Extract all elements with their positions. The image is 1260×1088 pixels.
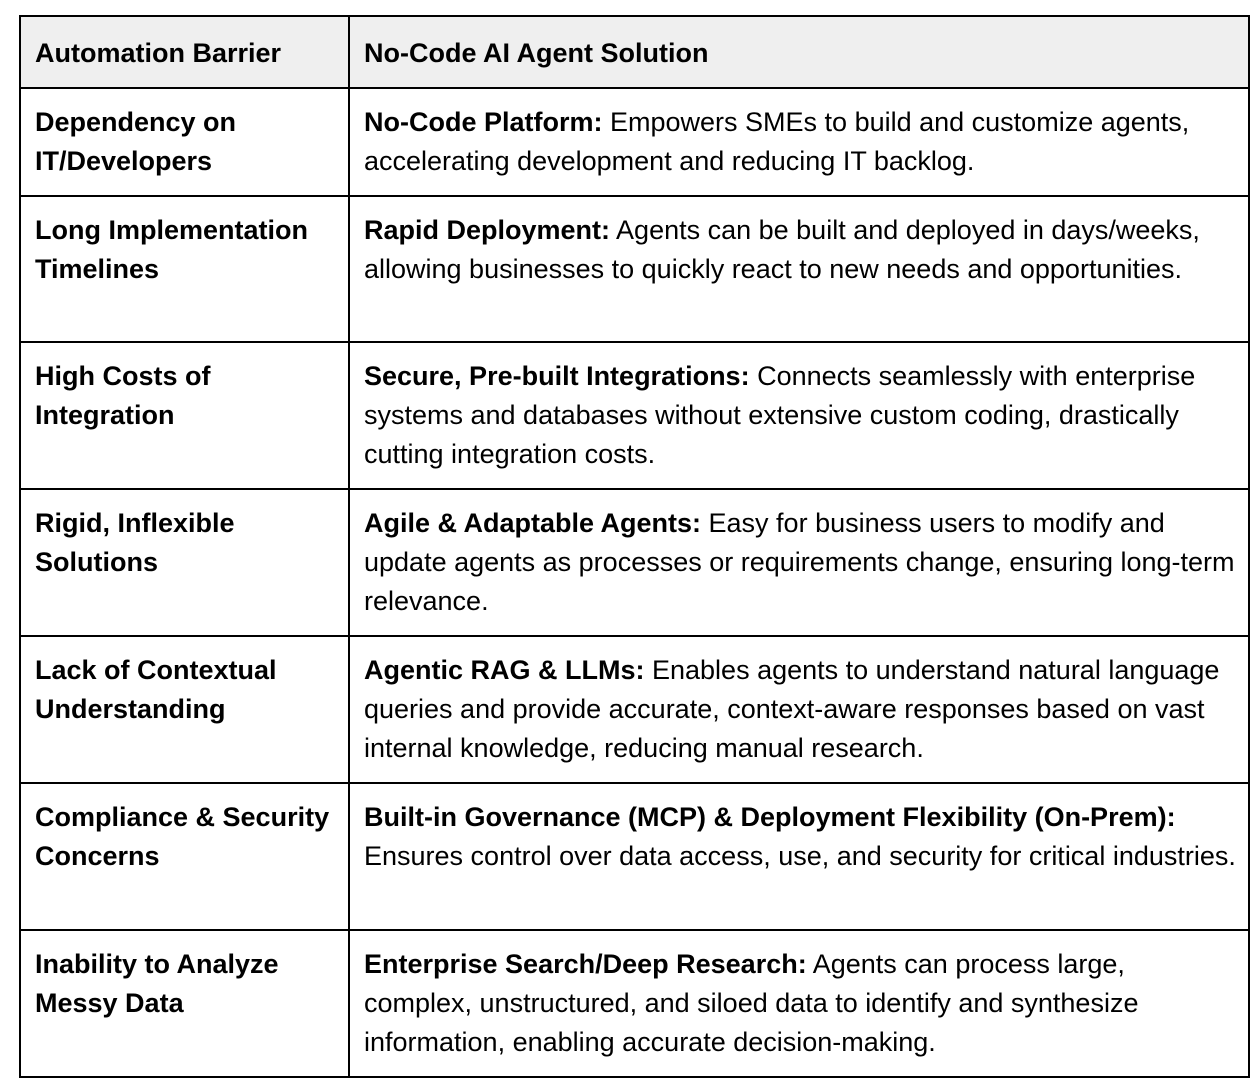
table-row [20, 783, 1249, 930]
solution-cell [349, 342, 1249, 489]
barrier-solution-table [19, 15, 1250, 1078]
barrier-cell: High Costs of Integration [20, 342, 349, 489]
solution-cell [349, 196, 1249, 342]
solution-text: Connects seamlessly with enterprise systems and databases without extensive custom coding, drastically cutting integration costs. [364, 361, 1196, 469]
table-row [20, 489, 1249, 636]
table-row [20, 342, 1249, 489]
solution-title: Agentic RAG & LLMs: [364, 655, 645, 685]
solution-title: Secure, Pre-built Integrations: [364, 361, 750, 391]
solution-title: No-Code Platform: [364, 107, 603, 137]
header-solution: No-Code AI Agent Solution [349, 16, 1249, 88]
barrier-cell: Long Implementation Timelines [20, 196, 349, 342]
barrier-solution-table-container [19, 15, 1250, 1078]
solution-cell [349, 88, 1249, 196]
solution-text: Empowers SMEs to build and customize agents, accelerating development and reducing IT backlog. [364, 107, 1190, 176]
solution-cell [349, 930, 1249, 1077]
header-automation-barrier: Automation Barrier [20, 16, 349, 88]
table-row [20, 636, 1249, 783]
table-header-row [20, 16, 1249, 88]
barrier-cell: Lack of Contextual Understanding [20, 636, 349, 783]
solution-title: Rapid Deployment: [364, 215, 611, 245]
solution-cell [349, 636, 1249, 783]
table-row [20, 196, 1249, 342]
table-row [20, 88, 1249, 196]
solution-text: Enables agents to understand natural language queries and provide accurate, context-aware responses based on vast internal knowledge, reducing manual research. [364, 655, 1220, 763]
solution-cell [349, 489, 1249, 636]
solution-title: Built-in Governance (MCP) & Deployment Flexibility (On-Prem): [364, 802, 1176, 832]
barrier-cell: Rigid, Inflexible Solutions [20, 489, 349, 636]
solution-title: Enterprise Search/Deep Research: [364, 949, 807, 979]
solution-cell [349, 783, 1249, 930]
barrier-cell: Dependency on IT/Developers [20, 88, 349, 196]
solution-text: Agents can be built and deployed in days/weeks, allowing businesses to quickly react to new needs and opportunities. [364, 215, 1200, 284]
barrier-cell: Compliance & Security Concerns [20, 783, 349, 930]
barrier-cell: Inability to Analyze Messy Data [20, 930, 349, 1077]
solution-text: Agents can process large, complex, unstructured, and siloed data to identify and synthesize information, enabling accurate decision-making. [364, 949, 1139, 1057]
table-row [20, 930, 1249, 1077]
solution-title: Agile & Adaptable Agents: [364, 508, 702, 538]
solution-text: Ensures control over data access, use, and security for critical industries. [364, 841, 1236, 871]
solution-text: Easy for business users to modify and update agents as processes or requirements change, ensuring long-term relevance. [364, 508, 1235, 616]
